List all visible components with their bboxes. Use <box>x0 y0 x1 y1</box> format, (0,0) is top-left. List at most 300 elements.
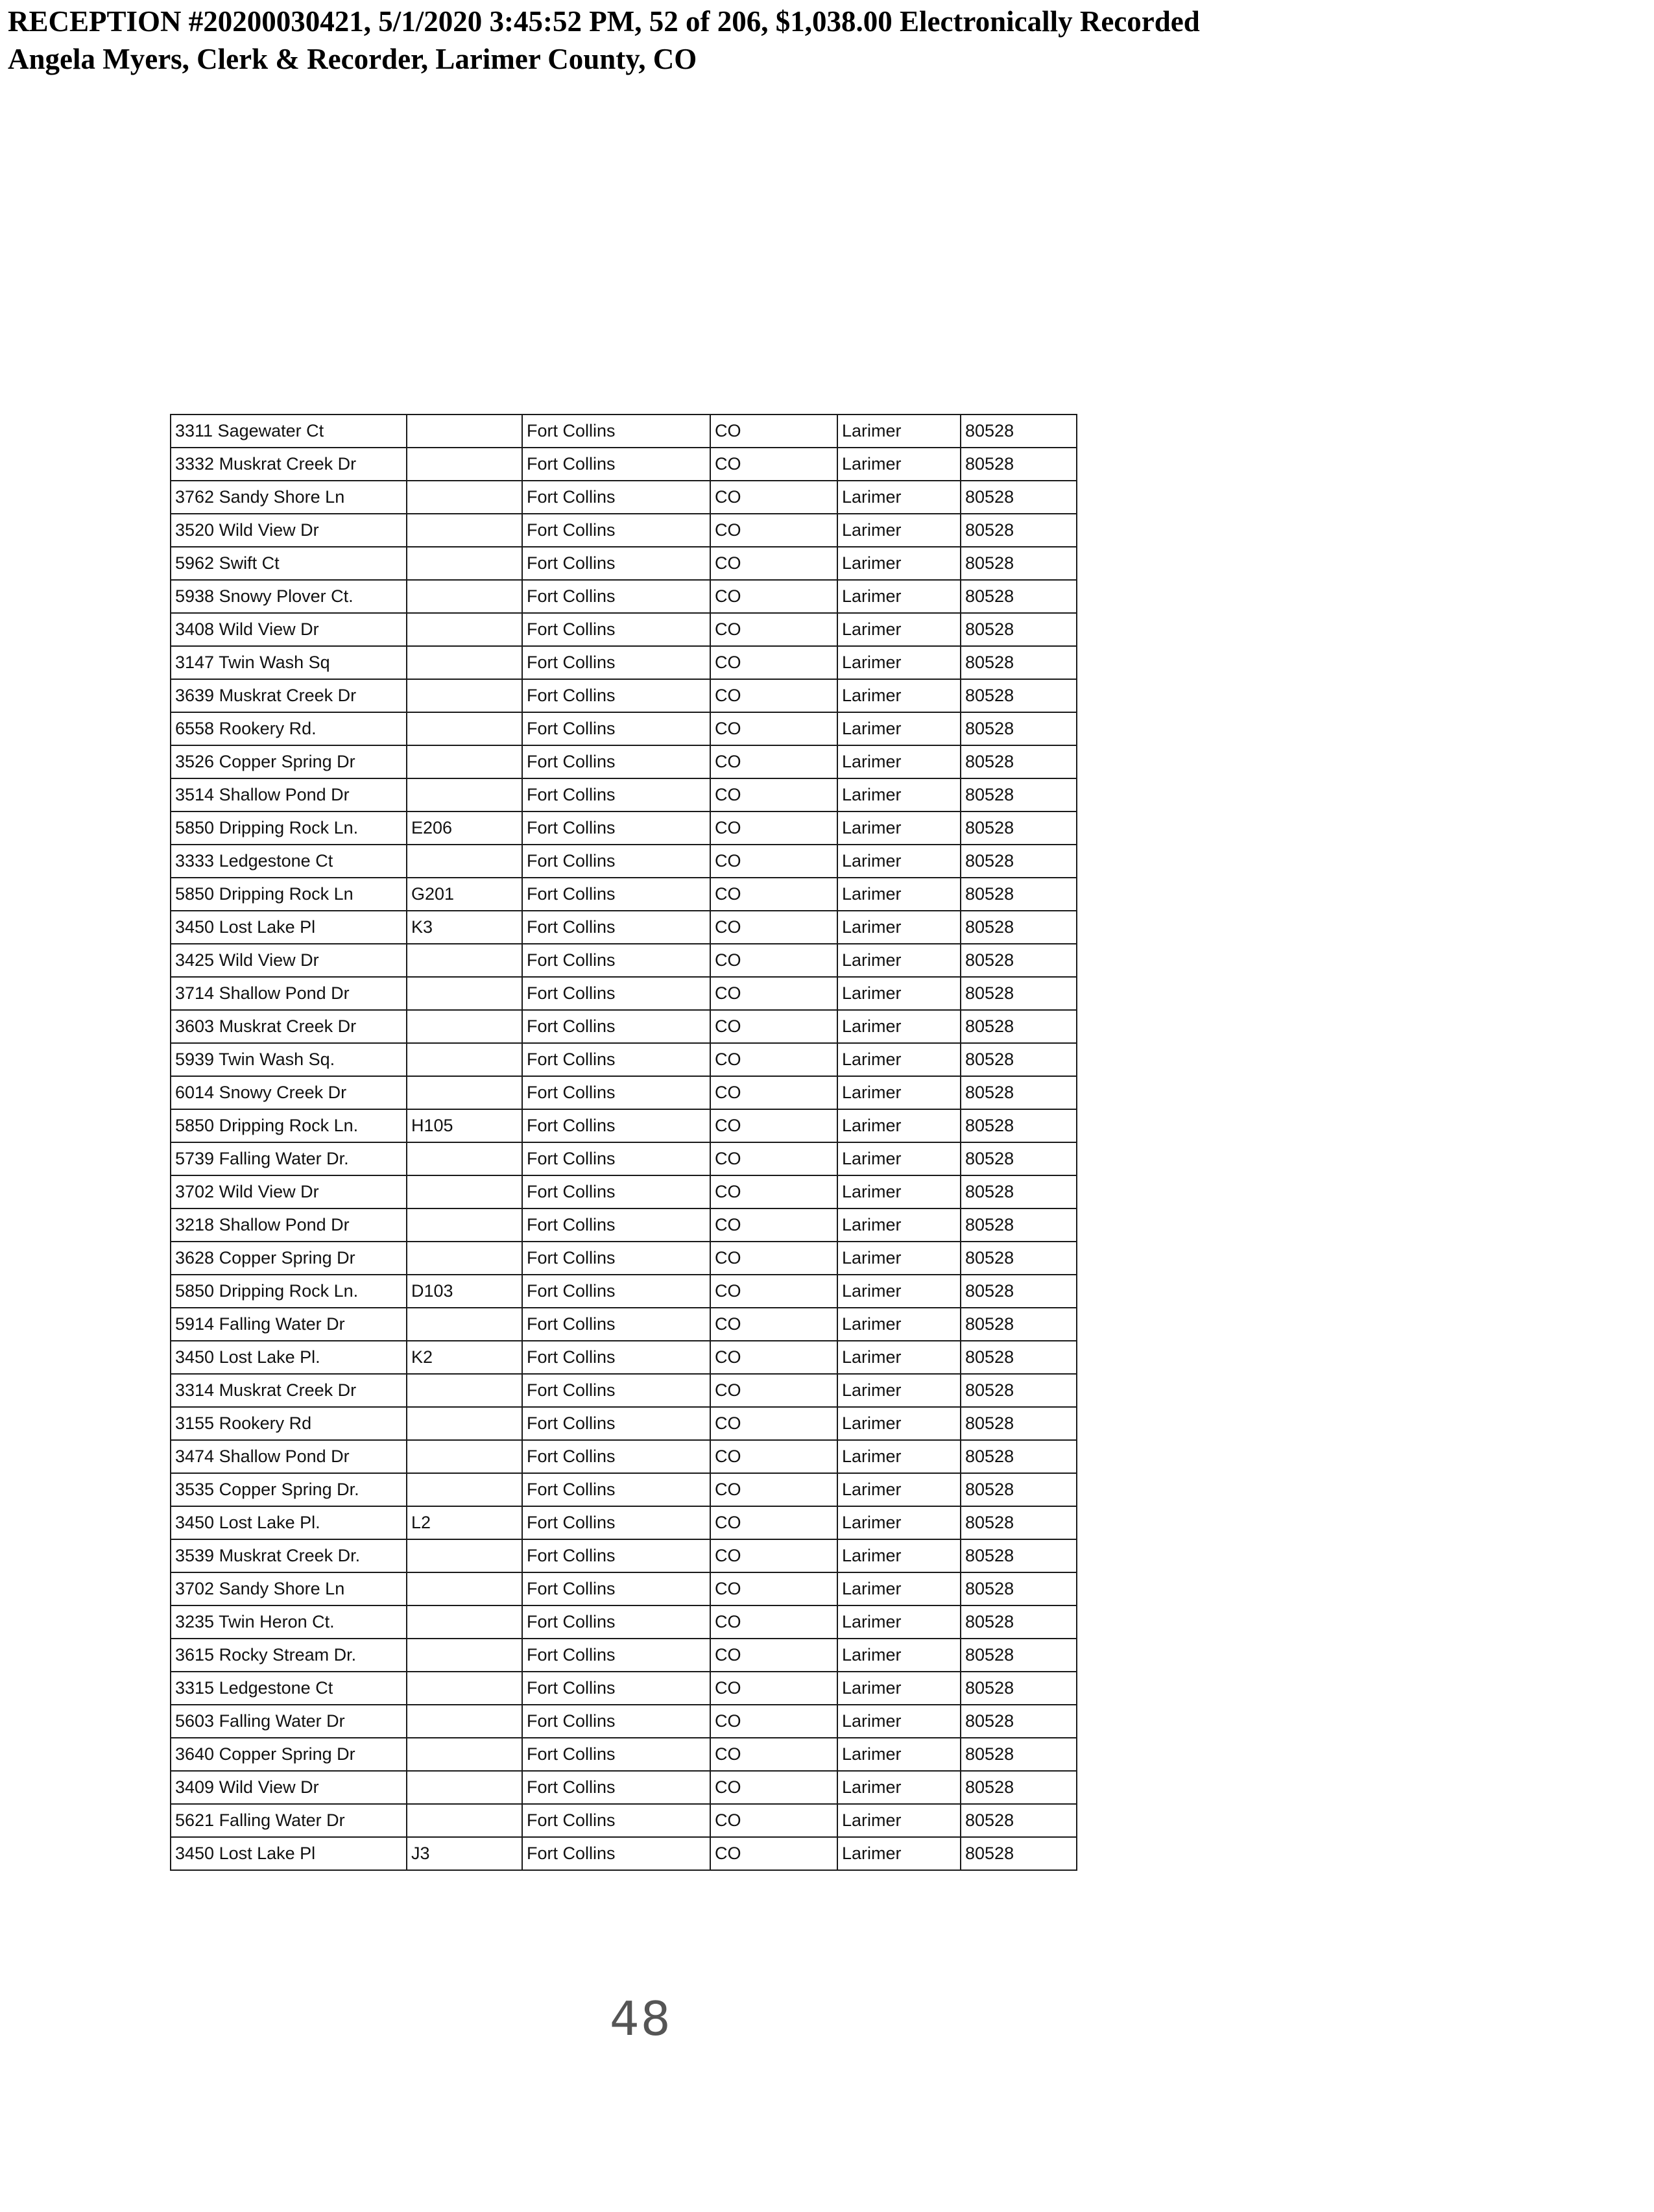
street-address-cell: 5850 Dripping Rock Ln. <box>171 1109 407 1142</box>
county-cell: Larimer <box>837 1142 961 1175</box>
state-cell: CO <box>710 878 837 911</box>
street-address-cell: 3314 Muskrat Creek Dr <box>171 1374 407 1407</box>
city-cell: Fort Collins <box>522 1076 710 1109</box>
unit-cell <box>407 613 522 646</box>
street-address-cell: 3332 Muskrat Creek Dr <box>171 448 407 481</box>
street-address-cell: 5850 Dripping Rock Ln. <box>171 1275 407 1308</box>
table-row <box>171 580 1077 613</box>
city-cell: Fort Collins <box>522 911 710 944</box>
unit-cell <box>407 1771 522 1804</box>
unit-cell <box>407 1672 522 1705</box>
zip-code-cell: 80528 <box>961 1837 1077 1870</box>
street-address-cell: 3450 Lost Lake Pl. <box>171 1341 407 1374</box>
recording-header <box>8 3 1200 78</box>
street-address-cell: 3535 Copper Spring Dr. <box>171 1473 407 1506</box>
table-row <box>171 1341 1077 1374</box>
city-cell: Fort Collins <box>522 613 710 646</box>
street-address-cell: 3640 Copper Spring Dr <box>171 1738 407 1771</box>
street-address-cell: 3155 Rookery Rd <box>171 1407 407 1440</box>
county-cell: Larimer <box>837 1010 961 1043</box>
county-cell: Larimer <box>837 1639 961 1672</box>
unit-cell <box>407 1374 522 1407</box>
zip-code-cell: 80528 <box>961 944 1077 977</box>
state-cell: CO <box>710 944 837 977</box>
reception-line: RECEPTION #20200030421, 5/1/2020 3:45:52 PM, 52 of 206, $1,038.00 Electronically Recorded <box>8 5 1200 38</box>
table-row <box>171 1308 1077 1341</box>
city-cell: Fort Collins <box>522 1539 710 1572</box>
table-row <box>171 1804 1077 1837</box>
street-address-cell: 3333 Ledgestone Ct <box>171 845 407 878</box>
unit-cell <box>407 1043 522 1076</box>
unit-cell: L2 <box>407 1506 522 1539</box>
state-cell: CO <box>710 1672 837 1705</box>
county-cell: Larimer <box>837 1175 961 1208</box>
unit-cell <box>407 944 522 977</box>
zip-code-cell: 80528 <box>961 745 1077 778</box>
zip-code-cell: 80528 <box>961 1175 1077 1208</box>
street-address-cell: 3408 Wild View Dr <box>171 613 407 646</box>
table-row <box>171 977 1077 1010</box>
county-cell: Larimer <box>837 679 961 712</box>
table-row <box>171 448 1077 481</box>
city-cell: Fort Collins <box>522 1308 710 1341</box>
street-address-cell: 5939 Twin Wash Sq. <box>171 1043 407 1076</box>
unit-cell <box>407 1076 522 1109</box>
county-cell: Larimer <box>837 1275 961 1308</box>
table-row <box>171 1738 1077 1771</box>
zip-code-cell: 80528 <box>961 1142 1077 1175</box>
zip-code-cell: 80528 <box>961 1539 1077 1572</box>
county-cell: Larimer <box>837 845 961 878</box>
zip-code-cell: 80528 <box>961 911 1077 944</box>
state-cell: CO <box>710 1043 837 1076</box>
street-address-cell: 3409 Wild View Dr <box>171 1771 407 1804</box>
unit-cell: K3 <box>407 911 522 944</box>
street-address-cell: 3147 Twin Wash Sq <box>171 646 407 679</box>
city-cell: Fort Collins <box>522 1374 710 1407</box>
state-cell: CO <box>710 580 837 613</box>
unit-cell <box>407 845 522 878</box>
street-address-cell: 3702 Wild View Dr <box>171 1175 407 1208</box>
unit-cell <box>407 1705 522 1738</box>
city-cell: Fort Collins <box>522 580 710 613</box>
zip-code-cell: 80528 <box>961 1572 1077 1605</box>
unit-cell <box>407 481 522 514</box>
city-cell: Fort Collins <box>522 845 710 878</box>
county-cell: Larimer <box>837 1109 961 1142</box>
table-row <box>171 1076 1077 1109</box>
county-cell: Larimer <box>837 1374 961 1407</box>
city-cell: Fort Collins <box>522 481 710 514</box>
state-cell: CO <box>710 1142 837 1175</box>
city-cell: Fort Collins <box>522 1010 710 1043</box>
county-cell: Larimer <box>837 514 961 547</box>
street-address-cell: 3235 Twin Heron Ct. <box>171 1605 407 1639</box>
city-cell: Fort Collins <box>522 944 710 977</box>
street-address-cell: 5938 Snowy Plover Ct. <box>171 580 407 613</box>
state-cell: CO <box>710 1506 837 1539</box>
state-cell: CO <box>710 547 837 580</box>
table-row <box>171 1440 1077 1473</box>
state-cell: CO <box>710 1308 837 1341</box>
county-cell: Larimer <box>837 1672 961 1705</box>
state-cell: CO <box>710 1242 837 1275</box>
zip-code-cell: 80528 <box>961 1010 1077 1043</box>
street-address-cell: 6558 Rookery Rd. <box>171 712 407 745</box>
street-address-cell: 3615 Rocky Stream Dr. <box>171 1639 407 1672</box>
zip-code-cell: 80528 <box>961 1771 1077 1804</box>
city-cell: Fort Collins <box>522 1440 710 1473</box>
state-cell: CO <box>710 481 837 514</box>
zip-code-cell: 80528 <box>961 481 1077 514</box>
county-cell: Larimer <box>837 1407 961 1440</box>
city-cell: Fort Collins <box>522 977 710 1010</box>
state-cell: CO <box>710 1109 837 1142</box>
zip-code-cell: 80528 <box>961 1672 1077 1705</box>
city-cell: Fort Collins <box>522 514 710 547</box>
county-cell: Larimer <box>837 944 961 977</box>
unit-cell: D103 <box>407 1275 522 1308</box>
unit-cell <box>407 448 522 481</box>
clerk-line: Angela Myers, Clerk & Recorder, Larimer County, CO <box>8 43 697 75</box>
zip-code-cell: 80528 <box>961 580 1077 613</box>
state-cell: CO <box>710 1804 837 1837</box>
county-cell: Larimer <box>837 1473 961 1506</box>
zip-code-cell: 80528 <box>961 415 1077 448</box>
county-cell: Larimer <box>837 613 961 646</box>
street-address-cell: 3702 Sandy Shore Ln <box>171 1572 407 1605</box>
unit-cell <box>407 1440 522 1473</box>
unit-cell <box>407 1738 522 1771</box>
unit-cell <box>407 514 522 547</box>
table-row <box>171 1109 1077 1142</box>
zip-code-cell: 80528 <box>961 613 1077 646</box>
table-row <box>171 1473 1077 1506</box>
county-cell: Larimer <box>837 481 961 514</box>
table-row <box>171 1208 1077 1242</box>
city-cell: Fort Collins <box>522 1572 710 1605</box>
zip-code-cell: 80528 <box>961 547 1077 580</box>
street-address-cell: 3520 Wild View Dr <box>171 514 407 547</box>
address-table <box>170 414 1077 1871</box>
street-address-cell: 5739 Falling Water Dr. <box>171 1142 407 1175</box>
city-cell: Fort Collins <box>522 1506 710 1539</box>
city-cell: Fort Collins <box>522 1407 710 1440</box>
city-cell: Fort Collins <box>522 811 710 845</box>
state-cell: CO <box>710 613 837 646</box>
county-cell: Larimer <box>837 646 961 679</box>
street-address-cell: 3526 Copper Spring Dr <box>171 745 407 778</box>
zip-code-cell: 80528 <box>961 1341 1077 1374</box>
state-cell: CO <box>710 712 837 745</box>
county-cell: Larimer <box>837 911 961 944</box>
zip-code-cell: 80528 <box>961 1242 1077 1275</box>
unit-cell <box>407 1572 522 1605</box>
zip-code-cell: 80528 <box>961 778 1077 811</box>
city-cell: Fort Collins <box>522 1738 710 1771</box>
unit-cell <box>407 778 522 811</box>
zip-code-cell: 80528 <box>961 1804 1077 1837</box>
zip-code-cell: 80528 <box>961 811 1077 845</box>
city-cell: Fort Collins <box>522 646 710 679</box>
table-row <box>171 481 1077 514</box>
street-address-cell: 5621 Falling Water Dr <box>171 1804 407 1837</box>
street-address-cell: 3628 Copper Spring Dr <box>171 1242 407 1275</box>
unit-cell: J3 <box>407 1837 522 1870</box>
city-cell: Fort Collins <box>522 1341 710 1374</box>
unit-cell <box>407 1010 522 1043</box>
zip-code-cell: 80528 <box>961 1473 1077 1506</box>
unit-cell <box>407 1407 522 1440</box>
table-row <box>171 878 1077 911</box>
county-cell: Larimer <box>837 580 961 613</box>
county-cell: Larimer <box>837 1771 961 1804</box>
city-cell: Fort Collins <box>522 1242 710 1275</box>
street-address-cell: 3425 Wild View Dr <box>171 944 407 977</box>
address-table-body <box>171 415 1077 1870</box>
zip-code-cell: 80528 <box>961 1605 1077 1639</box>
street-address-cell: 5850 Dripping Rock Ln. <box>171 811 407 845</box>
city-cell: Fort Collins <box>522 547 710 580</box>
state-cell: CO <box>710 1605 837 1639</box>
zip-code-cell: 80528 <box>961 1705 1077 1738</box>
city-cell: Fort Collins <box>522 448 710 481</box>
county-cell: Larimer <box>837 1208 961 1242</box>
table-row <box>171 845 1077 878</box>
county-cell: Larimer <box>837 878 961 911</box>
zip-code-cell: 80528 <box>961 514 1077 547</box>
city-cell: Fort Collins <box>522 415 710 448</box>
county-cell: Larimer <box>837 1506 961 1539</box>
zip-code-cell: 80528 <box>961 712 1077 745</box>
state-cell: CO <box>710 1572 837 1605</box>
county-cell: Larimer <box>837 448 961 481</box>
zip-code-cell: 80528 <box>961 1043 1077 1076</box>
state-cell: CO <box>710 1407 837 1440</box>
city-cell: Fort Collins <box>522 1208 710 1242</box>
street-address-cell: 3714 Shallow Pond Dr <box>171 977 407 1010</box>
city-cell: Fort Collins <box>522 1639 710 1672</box>
table-row <box>171 1142 1077 1175</box>
table-row <box>171 1705 1077 1738</box>
table-row <box>171 1539 1077 1572</box>
street-address-cell: 6014 Snowy Creek Dr <box>171 1076 407 1109</box>
county-cell: Larimer <box>837 1605 961 1639</box>
unit-cell <box>407 646 522 679</box>
unit-cell: G201 <box>407 878 522 911</box>
street-address-cell: 3311 Sagewater Ct <box>171 415 407 448</box>
city-cell: Fort Collins <box>522 778 710 811</box>
county-cell: Larimer <box>837 1440 961 1473</box>
city-cell: Fort Collins <box>522 1275 710 1308</box>
street-address-cell: 3315 Ledgestone Ct <box>171 1672 407 1705</box>
zip-code-cell: 80528 <box>961 448 1077 481</box>
street-address-cell: 3514 Shallow Pond Dr <box>171 778 407 811</box>
county-cell: Larimer <box>837 1242 961 1275</box>
state-cell: CO <box>710 514 837 547</box>
state-cell: CO <box>710 1374 837 1407</box>
table-row <box>171 1010 1077 1043</box>
table-row <box>171 1506 1077 1539</box>
state-cell: CO <box>710 811 837 845</box>
state-cell: CO <box>710 1639 837 1672</box>
table-row <box>171 514 1077 547</box>
handwritten-page-number: 48 <box>610 1991 672 2046</box>
unit-cell <box>407 1605 522 1639</box>
county-cell: Larimer <box>837 1341 961 1374</box>
state-cell: CO <box>710 1837 837 1870</box>
table-row <box>171 1572 1077 1605</box>
table-row <box>171 745 1077 778</box>
zip-code-cell: 80528 <box>961 1374 1077 1407</box>
street-address-cell: 5962 Swift Ct <box>171 547 407 580</box>
city-cell: Fort Collins <box>522 878 710 911</box>
county-cell: Larimer <box>837 1837 961 1870</box>
table-row <box>171 1837 1077 1870</box>
state-cell: CO <box>710 1539 837 1572</box>
city-cell: Fort Collins <box>522 1705 710 1738</box>
city-cell: Fort Collins <box>522 1142 710 1175</box>
unit-cell <box>407 1308 522 1341</box>
county-cell: Larimer <box>837 977 961 1010</box>
county-cell: Larimer <box>837 712 961 745</box>
unit-cell <box>407 1539 522 1572</box>
zip-code-cell: 80528 <box>961 1308 1077 1341</box>
street-address-cell: 3450 Lost Lake Pl. <box>171 1506 407 1539</box>
unit-cell <box>407 1473 522 1506</box>
table-row <box>171 944 1077 977</box>
table-row <box>171 679 1077 712</box>
street-address-cell: 3450 Lost Lake Pl <box>171 1837 407 1870</box>
unit-cell: E206 <box>407 811 522 845</box>
table-row <box>171 646 1077 679</box>
county-cell: Larimer <box>837 1308 961 1341</box>
county-cell: Larimer <box>837 1804 961 1837</box>
table-row <box>171 1672 1077 1705</box>
zip-code-cell: 80528 <box>961 1440 1077 1473</box>
table-row <box>171 613 1077 646</box>
county-cell: Larimer <box>837 547 961 580</box>
city-cell: Fort Collins <box>522 1109 710 1142</box>
table-row <box>171 1043 1077 1076</box>
zip-code-cell: 80528 <box>961 1506 1077 1539</box>
table-row <box>171 1275 1077 1308</box>
unit-cell <box>407 1208 522 1242</box>
unit-cell <box>407 1804 522 1837</box>
street-address-cell: 3539 Muskrat Creek Dr. <box>171 1539 407 1572</box>
zip-code-cell: 80528 <box>961 1208 1077 1242</box>
table-row <box>171 1639 1077 1672</box>
city-cell: Fort Collins <box>522 1771 710 1804</box>
city-cell: Fort Collins <box>522 745 710 778</box>
table-row <box>171 712 1077 745</box>
zip-code-cell: 80528 <box>961 1639 1077 1672</box>
state-cell: CO <box>710 1010 837 1043</box>
county-cell: Larimer <box>837 778 961 811</box>
city-cell: Fort Collins <box>522 1473 710 1506</box>
city-cell: Fort Collins <box>522 712 710 745</box>
unit-cell <box>407 977 522 1010</box>
street-address-cell: 3762 Sandy Shore Ln <box>171 481 407 514</box>
table-row <box>171 811 1077 845</box>
city-cell: Fort Collins <box>522 1175 710 1208</box>
state-cell: CO <box>710 1771 837 1804</box>
table-row <box>171 547 1077 580</box>
county-cell: Larimer <box>837 811 961 845</box>
county-cell: Larimer <box>837 1076 961 1109</box>
street-address-cell: 5914 Falling Water Dr <box>171 1308 407 1341</box>
city-cell: Fort Collins <box>522 1672 710 1705</box>
zip-code-cell: 80528 <box>961 679 1077 712</box>
unit-cell: H105 <box>407 1109 522 1142</box>
state-cell: CO <box>710 646 837 679</box>
state-cell: CO <box>710 1473 837 1506</box>
state-cell: CO <box>710 679 837 712</box>
unit-cell <box>407 415 522 448</box>
unit-cell <box>407 547 522 580</box>
county-cell: Larimer <box>837 1705 961 1738</box>
street-address-cell: 5850 Dripping Rock Ln <box>171 878 407 911</box>
zip-code-cell: 80528 <box>961 1738 1077 1771</box>
table-row <box>171 1605 1077 1639</box>
city-cell: Fort Collins <box>522 1043 710 1076</box>
table-row <box>171 1407 1077 1440</box>
zip-code-cell: 80528 <box>961 1076 1077 1109</box>
address-table-container <box>170 414 1076 1871</box>
state-cell: CO <box>710 1175 837 1208</box>
county-cell: Larimer <box>837 1572 961 1605</box>
state-cell: CO <box>710 1275 837 1308</box>
unit-cell <box>407 1639 522 1672</box>
state-cell: CO <box>710 977 837 1010</box>
street-address-cell: 3603 Muskrat Creek Dr <box>171 1010 407 1043</box>
zip-code-cell: 80528 <box>961 646 1077 679</box>
state-cell: CO <box>710 778 837 811</box>
state-cell: CO <box>710 745 837 778</box>
zip-code-cell: 80528 <box>961 878 1077 911</box>
city-cell: Fort Collins <box>522 1605 710 1639</box>
state-cell: CO <box>710 1738 837 1771</box>
county-cell: Larimer <box>837 1539 961 1572</box>
state-cell: CO <box>710 448 837 481</box>
zip-code-cell: 80528 <box>961 845 1077 878</box>
unit-cell <box>407 1175 522 1208</box>
state-cell: CO <box>710 845 837 878</box>
county-cell: Larimer <box>837 745 961 778</box>
state-cell: CO <box>710 1440 837 1473</box>
unit-cell <box>407 679 522 712</box>
county-cell: Larimer <box>837 1043 961 1076</box>
unit-cell <box>407 1142 522 1175</box>
street-address-cell: 5603 Falling Water Dr <box>171 1705 407 1738</box>
table-row <box>171 415 1077 448</box>
table-row <box>171 778 1077 811</box>
state-cell: CO <box>710 911 837 944</box>
city-cell: Fort Collins <box>522 1804 710 1837</box>
state-cell: CO <box>710 1341 837 1374</box>
street-address-cell: 3639 Muskrat Creek Dr <box>171 679 407 712</box>
county-cell: Larimer <box>837 1738 961 1771</box>
table-row <box>171 1242 1077 1275</box>
state-cell: CO <box>710 415 837 448</box>
unit-cell <box>407 580 522 613</box>
zip-code-cell: 80528 <box>961 1275 1077 1308</box>
table-row <box>171 911 1077 944</box>
unit-cell: K2 <box>407 1341 522 1374</box>
state-cell: CO <box>710 1208 837 1242</box>
city-cell: Fort Collins <box>522 679 710 712</box>
zip-code-cell: 80528 <box>961 977 1077 1010</box>
